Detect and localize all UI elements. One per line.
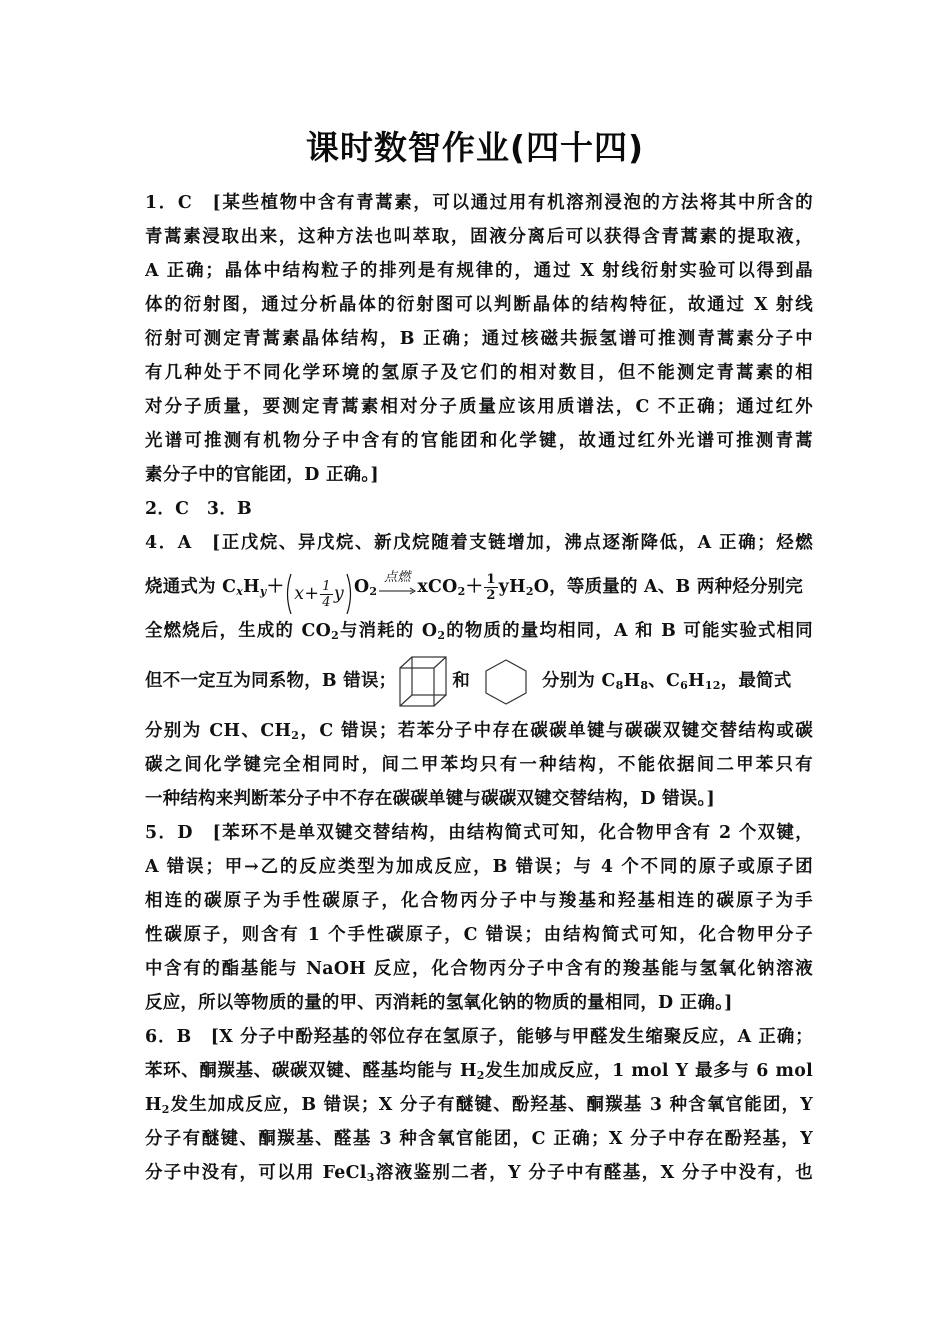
q4-line-1: 4．A [正戊烷、异戊烷、新戊烷随着支链增加，沸点逐渐降低，A 正确；烃燃 xyxy=(145,533,813,553)
eq-o2: O xyxy=(353,577,370,597)
eq-plus-1: ＋ xyxy=(266,577,285,597)
q5-line-5: 中含有的酯基能与 NaOH 反应，化合物丙分子中含有的羧基能与氢氧化钠溶液 xyxy=(145,959,813,979)
eq-product-1: xCO xyxy=(417,577,458,597)
q1-line-3: A 正确；晶体中结构粒子的排列是有规律的，通过 X 射线衍射实验可以得到晶 xyxy=(145,261,813,281)
q6-line-4: 分子有醚键、酮羰基、醛基 3 种含氧官能团，C 正确；X 分子中存在酚羟基，Y xyxy=(145,1129,813,1149)
q5-line-1: 5．D [苯环不是单双键交替结构，由结构简式可知，化合物甲含有 2 个双键， xyxy=(145,823,813,843)
eq-h: H xyxy=(243,577,260,597)
eq-x-sub: x xyxy=(236,585,244,598)
q1-line-1: 1．C [某些植物中含有青蒿素，可以通过用有机溶剂浸泡的方法将其中所含的 xyxy=(145,193,813,213)
ignition-label: 点燃 xyxy=(384,569,411,585)
cubane-structure xyxy=(396,654,450,710)
eq-suffix: ，等质量的 A、B 两种烃分别完 xyxy=(549,577,804,597)
eq-plus-2: ＋ xyxy=(465,577,484,597)
q4-line-5: 分别为 CH、$CH_2$，C 错误；若苯分子中存在碳碳单键与碳碳双键交替结构或碳 xyxy=(145,721,813,742)
q6-line-5: 分子中没有，可以用 FeCl$_3$溶液鉴别二者，Y 分子中有醛基，X 分子中没有，也 xyxy=(145,1163,813,1184)
q4-line-3: 全燃烧后，生成的 $CO_2$与消耗的 $O_2$的物质的量均相同，A 和 B 可能实验式相同 xyxy=(145,621,813,642)
page-title: 课时数智作业(四十四) xyxy=(305,128,645,167)
q4-molecule-line: 但不一定互为同系物，B 错误； 和 分别为 $C_8H_8$、$C_6H_{12}$，最简式 xyxy=(145,648,813,714)
q2-q3-answers: 2．C 3．B xyxy=(145,499,253,519)
q5-line-3: 相连的碳原子为手性碳原子，化合物丙分子中与羧基和羟基相连的碳原子为手 xyxy=(145,891,813,911)
eq-prefix: 烧通式为 C xyxy=(145,577,237,597)
q5-line-4: 性碳原子，则含有 1 个手性碳原子，C 错误；由结构简式可知，化合物甲分子 xyxy=(145,925,813,945)
q1-line-5: 衍射可测定青蒿素晶体结构，B 正确；通过核磁共振氢谱可推测青蒿素分子中 xyxy=(145,329,813,349)
fraction-one-quarter: $\frac{1}{4}$ xyxy=(322,579,331,610)
q4-line-7: 一种结构来判断苯分子中不存在碳碳单键与碳碳双键交替结构，D 错误。] xyxy=(145,789,715,809)
q6-line-2: 苯环、酮羰基、碳碳双键、醛基均能与 $H_2$发生加成反应，1 mol Y 最多与 6 mol xyxy=(145,1061,813,1082)
q1-line-2: 青蒿素浸取出来，这种方法也叫萃取，固液分离后可以获得含青蒿素的提取液， xyxy=(145,227,813,247)
cyclohexane-structure xyxy=(482,657,530,707)
paren-inner: x+ $\frac{1}{4}$ y xyxy=(294,579,344,610)
q5-line-6: 反应，所以等物质的量的甲、丙消耗的氢氧化钠的物质的量相同，D 正确。] xyxy=(145,993,733,1013)
q6-line-1: 6．B [X 分子中酚羟基的邻位存在氢原子，能够与甲醛发生缩聚反应，A 正确； xyxy=(145,1027,813,1047)
answer-content xyxy=(145,186,813,1190)
q5-line-2: A 错误；甲→乙的反应类型为加成反应，B 错误；与 4 个不同的原子或原子团 xyxy=(145,857,813,877)
fraction-one-half: $\frac{1}{2}$ xyxy=(486,572,496,603)
q1-line-8: 光谱可推测有机物分子中含有的官能团和化学键，故通过红外光谱可推测青蒿 xyxy=(145,431,813,451)
eq-product-2: yH xyxy=(498,577,526,597)
q1-line-7: 对分子质量，要测定青蒿素相对分子质量应该用质谱法，C 不正确；通过红外 xyxy=(145,397,813,417)
paren-group xyxy=(284,567,354,609)
eq-y-sub: y xyxy=(259,585,267,598)
q1-line-4: 体的衍射图，通过分析晶体的衍射图可以判断晶体的结构特征，故通过 X 射线 xyxy=(145,295,813,315)
ignition-arrow xyxy=(377,571,417,605)
q4-line-6: 碳之间化学键完全相同时，间二甲苯均只有一种结构，不能依据间二甲苯只有 xyxy=(145,755,813,775)
q4-combustion-equation: 烧通式为 $C_xH_y+ x+$ $\frac{1}{4}$ y $O_2$ 点燃 xCO$_2$＋ $\frac{1}{2}$ $yH_2O$，等质量的 A、B 两种烃分别完 xyxy=(145,560,813,614)
q6-line-3: $H_2$发生加成反应，B 错误；X 分子有醚键、酚羟基、酮羰基 3 种含氧官能团，Y xyxy=(145,1095,813,1116)
q1-line-6: 有几种处于不同化学环境的氢原子及它们的相对数目，但不能测定青蒿素的相 xyxy=(145,363,813,383)
q1-line-9: 素分子中的官能团，D 正确。] xyxy=(145,465,379,485)
